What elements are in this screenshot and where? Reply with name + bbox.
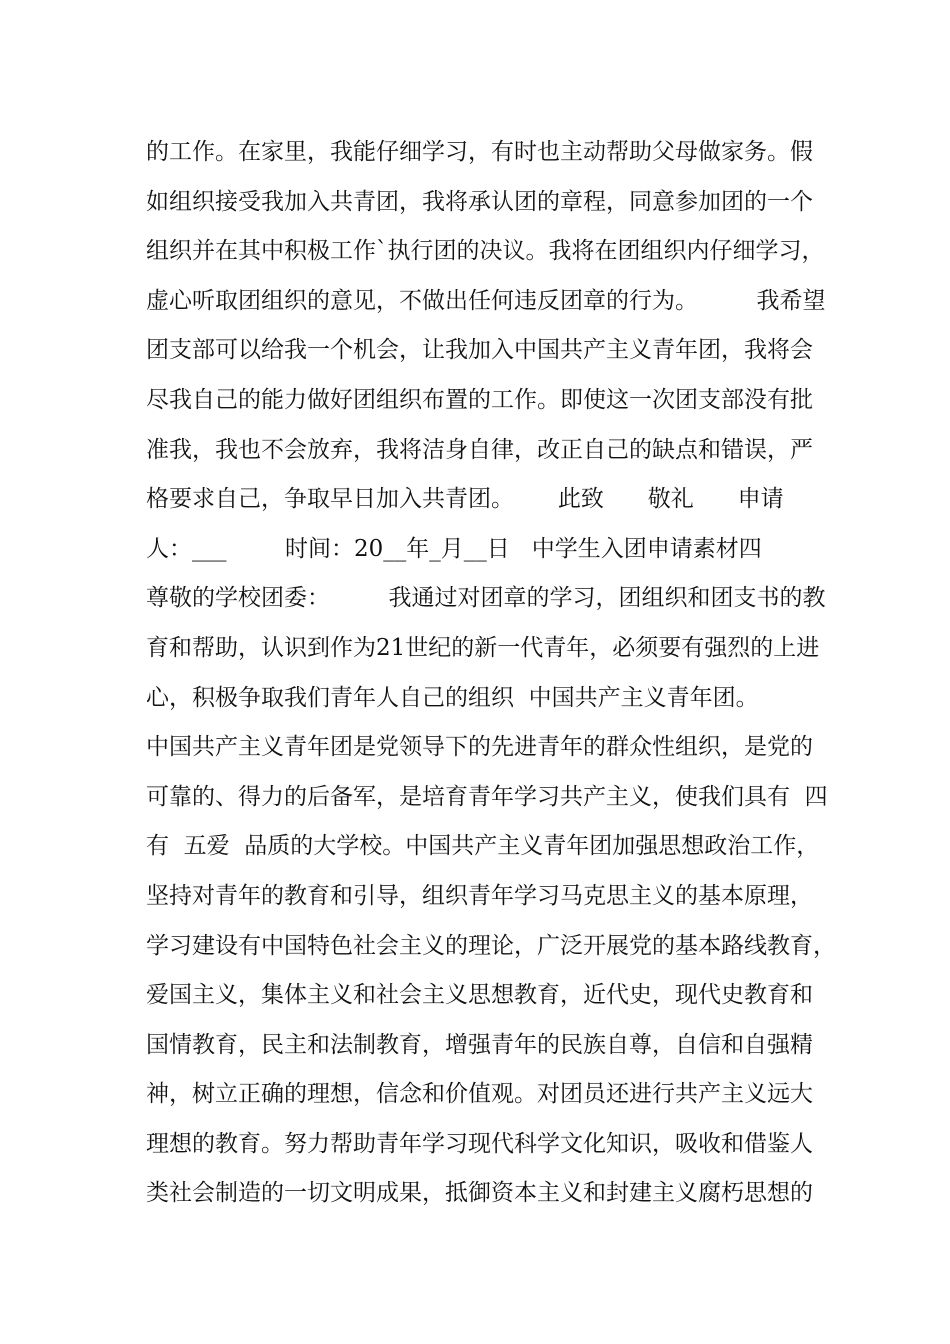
text-line: 如组织接受我加入共青团，我将承认团的章程，同意参加团的一个	[146, 188, 813, 215]
text-line: 理想的教育。努力帮助青年学习现代科学文化知识，吸收和借鉴人	[146, 1130, 813, 1157]
text-line: 类社会制造的一切文明成果，抵御资本主义和封建主义腐朽思想的	[146, 1180, 813, 1207]
text-line: 虚心听取团组织的意见，不做出任何违反团章的行为。 我希望	[146, 287, 826, 314]
text-line: 组织并在其中积极工作`执行团的决议。我将在团组织内仔细学习，	[146, 238, 825, 265]
text-line: 尊敬的学校团委： 我通过对团章的学习，团组织和团支书的教	[146, 585, 826, 612]
text-line: 坚持对青年的教育和引导，组织青年学习马克思主义的基本原理，	[146, 882, 813, 909]
text-line: 心，积极争取我们青年人自己的组织 中国共产主义青年团。	[146, 684, 759, 711]
text-line: 神，树立正确的理想，信念和价值观。对团员还进行共产主义远大	[146, 1081, 813, 1108]
text-line: 有 五爱 品质的大学校。中国共产主义青年团加强思想政治工作，	[146, 833, 820, 860]
text-line: 的工作。在家里，我能仔细学习，有时也主动帮助父母做家务。假	[146, 139, 813, 165]
body-text	[146, 128, 836, 1219]
text-line: 学习建设有中国特色社会主义的理论，广泛开展党的基本路线教育，	[146, 932, 836, 959]
text-line: 人：___ 时间：20__年_月__日 中学生入团申请素材四	[146, 535, 762, 562]
text-line: 中国共产主义青年团是党领导下的先进青年的群众性组织，是党的	[146, 734, 813, 761]
text-line: 尽我自己的能力做好团组织布置的工作。即使这一次团支部没有批	[146, 386, 813, 413]
text-line: 爱国主义，集体主义和社会主义思想教育，近代史，现代史教育和	[146, 982, 813, 1009]
text-line: 国情教育，民主和法制教育，增强青年的民族自尊，自信和自强精	[146, 1031, 813, 1058]
text-line: 格要求自己，争取早日加入共青团。 此致 敬礼 申请	[146, 486, 784, 513]
text-line: 团支部可以给我一个机会，让我加入中国共产主义青年团，我将会	[146, 337, 813, 364]
text-line: 育和帮助，认识到作为21世纪的新一代青年，必须要有强烈的上进	[146, 634, 820, 661]
text-line: 可靠的、得力的后备军，是培育青年学习共产主义，使我们具有 四	[146, 783, 828, 810]
text-line: 准我，我也不会放弃，我将洁身自律，改正自己的缺点和错误，严	[146, 436, 813, 463]
